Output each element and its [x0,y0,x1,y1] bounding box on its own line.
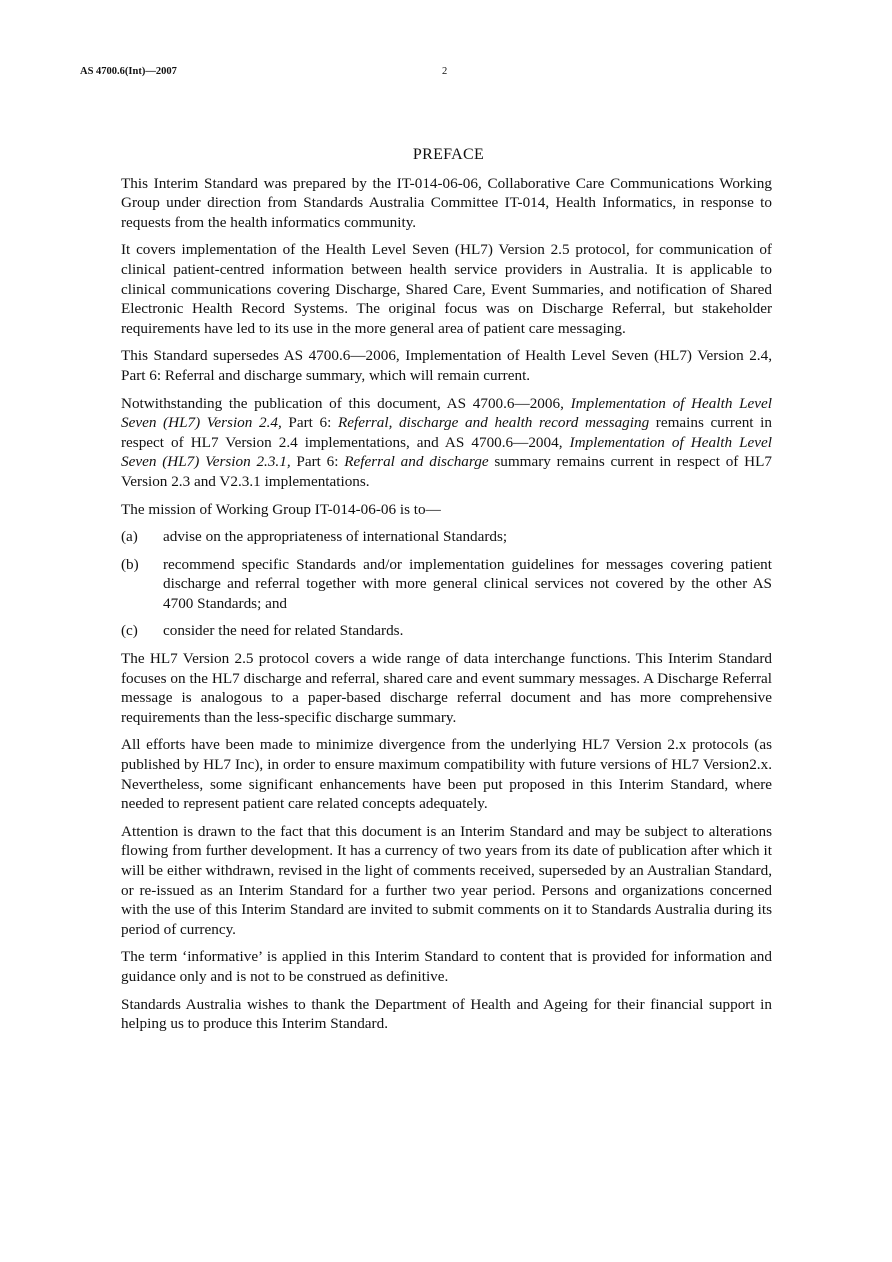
paragraph-supersedes: This Standard supersedes AS 4700.6—2006, Implementation of Health Level Seven (HL7) Version 2.4, Part 6: Referral and discharge summary, which will remain current. [121,347,772,384]
list-text: consider the need for related Standards. [163,622,404,640]
italic-title: Referral and discharge [344,453,489,471]
paragraph-attention: Attention is drawn to the fact that this document is an Interim Standard and may be subject to alterations flowing from further development. It has a currency of two years from its date of publication after which it will be either withdrawn, revised in the light of comments received, superseded by an Australian Standard, or re-issued as an Interim Standard for a further two year period. Persons and organizations concerned with the use of this Interim Standard are invited to submit comments on it to Standards Australia during its period of currency. [121,822,772,938]
italic-title: Implementation of Health Level Seven (HL7) Version 2.4, [121,394,772,432]
list-item [121,621,772,641]
text-span: Part 6: [290,453,345,471]
paragraph-preparation: This Interim Standard was prepared by the IT-014-06-06, Collaborative Care Communications Working Group under direction from Standards Australia Committee IT-014, Health Informatics, in response to requests from the health informatics community. [121,174,772,231]
document-code: AS 4700.6(Int)—2007 [80,66,177,77]
paragraph-protocol: The HL7 Version 2.5 protocol covers a wide range of data interchange functions. This Interim Standard focuses on the HL7 discharge and referral, shared care and event summary messages. A Discharge Referral message is analogous to a paper-based discharge referral document and has more comprehensive requirements than the less-specific discharge summary. [121,650,772,726]
paragraph-informative: The term ‘informative’ is applied in this Interim Standard to content that is provided for information and guidance only and is not to be construed as definitive. [121,948,772,985]
list-marker: (c) [121,622,138,640]
page-number: 2 [442,66,448,77]
paragraph-mission: The mission of Working Group IT-014-06-06 is to— [121,500,441,518]
text-span: Notwithstanding the publication of this document, AS 4700.6—2006, [121,394,571,412]
list-item [121,555,772,614]
list-marker: (b) [121,555,139,573]
preface-body [121,145,772,1042]
list-text: recommend specific Standards and/or implementation guidelines for messages covering patient discharge and referral together with more general clinical services not covered by the other AS 4700 Standards; and [163,555,772,612]
paragraph-acknowledgement: Standards Australia wishes to thank the Department of Health and Ageing for their financial support in helping us to produce this Interim Standard. [121,995,772,1033]
paragraph-divergence: All efforts have been made to minimize divergence from the underlying HL7 Version 2.x protocols (as published by HL7 Inc), in order to ensure maximum compatibility with future versions of HL7 Version2.x. Nevertheless, some significant enhancements have been put proposed in this Interim Standard, where needed to represent patient care related concepts adequately. [121,736,772,813]
text-span: summary remains current in respect of HL7 Version 2.3 and V2.3.1 implementations. [121,453,772,490]
text-span: Part 6: [281,414,338,432]
list-marker: (a) [121,528,138,546]
paragraph-scope: It covers implementation of the Health Level Seven (HL7) Version 2.5 protocol, for communication of clinical patient-centred information between health service providers in Australia. It is applicable to clinical communications covering Discharge, Shared Care, Event Summaries, and notification of Shared Electronic Health Record Systems. The original focus was on Discharge Referral, but stakeholder requirements have led to its use in the more general area of patient care messaging. [121,241,772,337]
running-header [80,66,820,82]
list-text: advise on the appropriateness of international Standards; [163,528,508,546]
page-title: PREFACE [412,146,485,163]
paragraph-notwithstanding [121,394,772,492]
italic-title: Referral, discharge and health record messaging [338,414,650,432]
text-span: remains current in respect of HL7 Version 2.4 implementations, and AS 4700.6—2004, [121,414,772,451]
list-item [121,527,772,547]
italic-title: Implementation of Health Level Seven (HL7) Version 2.3.1, [121,433,772,471]
